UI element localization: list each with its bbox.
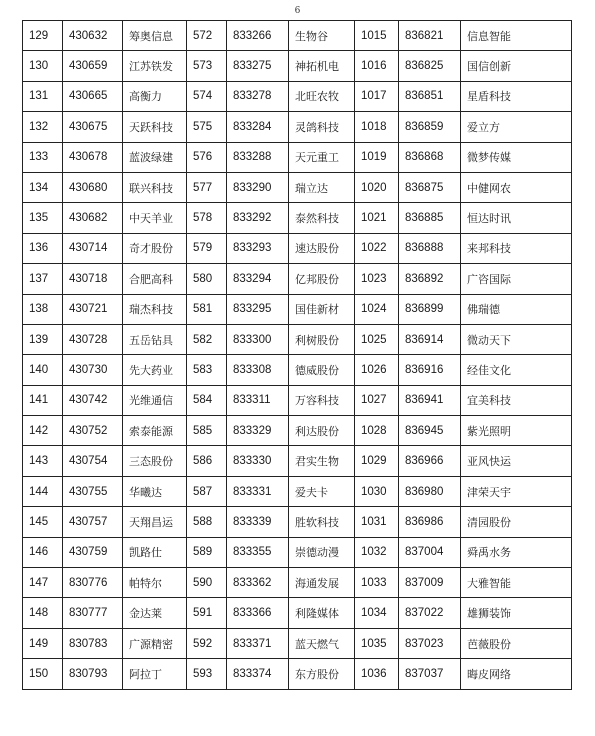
cell-index-a: 140 (23, 355, 63, 385)
cell-name-b: 利树股份 (289, 324, 355, 354)
cell-code-a: 430718 (63, 264, 123, 294)
table-row (23, 112, 572, 142)
cell-name-a: 五岳钻具 (123, 324, 187, 354)
cell-index-b: 592 (187, 628, 227, 658)
cell-index-b: 591 (187, 598, 227, 628)
stock-list-table (22, 20, 572, 690)
table-row (23, 233, 572, 263)
cell-code-c: 836980 (399, 476, 461, 506)
cell-name-b: 瑞立达 (289, 172, 355, 202)
cell-name-b: 神拓机电 (289, 51, 355, 81)
cell-index-a: 132 (23, 112, 63, 142)
cell-index-c: 1032 (355, 537, 399, 567)
cell-code-a: 830793 (63, 659, 123, 689)
table-row (23, 81, 572, 111)
cell-name-b: 德威股份 (289, 355, 355, 385)
cell-code-b: 833278 (227, 81, 289, 111)
table-row (23, 476, 572, 506)
table-row (23, 142, 572, 172)
cell-code-a: 830777 (63, 598, 123, 628)
cell-code-b: 833293 (227, 233, 289, 263)
cell-name-a: 三态股份 (123, 446, 187, 476)
cell-code-b: 833339 (227, 507, 289, 537)
table-row (23, 416, 572, 446)
cell-code-b: 833308 (227, 355, 289, 385)
cell-name-c: 中健网农 (461, 172, 572, 202)
cell-name-b: 灵鸽科技 (289, 112, 355, 142)
cell-index-c: 1035 (355, 628, 399, 658)
cell-index-b: 577 (187, 172, 227, 202)
cell-index-b: 582 (187, 324, 227, 354)
cell-name-c: 来邦科技 (461, 233, 572, 263)
cell-name-c: 亚风快运 (461, 446, 572, 476)
cell-code-a: 430665 (63, 81, 123, 111)
table-row (23, 355, 572, 385)
cell-code-c: 836892 (399, 264, 461, 294)
cell-index-a: 133 (23, 142, 63, 172)
cell-code-c: 836941 (399, 385, 461, 415)
cell-index-b: 586 (187, 446, 227, 476)
cell-name-a: 蓝波绿建 (123, 142, 187, 172)
table-row (23, 598, 572, 628)
cell-index-b: 585 (187, 416, 227, 446)
cell-name-a: 金达莱 (123, 598, 187, 628)
cell-name-b: 利达股份 (289, 416, 355, 446)
cell-index-a: 149 (23, 628, 63, 658)
cell-code-c: 836868 (399, 142, 461, 172)
cell-name-c: 微动天下 (461, 324, 572, 354)
cell-name-c: 津荣天宇 (461, 476, 572, 506)
cell-index-c: 1016 (355, 51, 399, 81)
cell-code-b: 833288 (227, 142, 289, 172)
cell-name-a: 瑞杰科技 (123, 294, 187, 324)
cell-name-c: 芭薇股份 (461, 628, 572, 658)
cell-name-c: 信息智能 (461, 21, 572, 51)
cell-name-c: 清园股份 (461, 507, 572, 537)
cell-index-a: 145 (23, 507, 63, 537)
cell-name-c: 雄狮装饰 (461, 598, 572, 628)
cell-index-b: 581 (187, 294, 227, 324)
table-row (23, 172, 572, 202)
cell-name-b: 胜软科技 (289, 507, 355, 537)
cell-index-b: 580 (187, 264, 227, 294)
cell-name-b: 泰然科技 (289, 203, 355, 233)
cell-name-b: 海通发展 (289, 568, 355, 598)
cell-name-b: 崇德动漫 (289, 537, 355, 567)
cell-index-b: 578 (187, 203, 227, 233)
cell-index-c: 1026 (355, 355, 399, 385)
cell-code-a: 430742 (63, 385, 123, 415)
cell-code-a: 430632 (63, 21, 123, 51)
cell-code-a: 430759 (63, 537, 123, 567)
cell-index-b: 579 (187, 233, 227, 263)
cell-code-c: 836945 (399, 416, 461, 446)
table-row (23, 264, 572, 294)
cell-name-c: 微梦传媒 (461, 142, 572, 172)
cell-name-b: 速达股份 (289, 233, 355, 263)
cell-code-c: 836916 (399, 355, 461, 385)
cell-code-b: 833329 (227, 416, 289, 446)
cell-name-c: 恒达时讯 (461, 203, 572, 233)
table-row (23, 537, 572, 567)
cell-index-c: 1015 (355, 21, 399, 51)
cell-index-a: 144 (23, 476, 63, 506)
cell-name-c: 国信创新 (461, 51, 572, 81)
stock-list-table-container (22, 20, 571, 690)
cell-code-b: 833362 (227, 568, 289, 598)
table-row (23, 659, 572, 689)
cell-code-b: 833300 (227, 324, 289, 354)
table-row (23, 385, 572, 415)
cell-code-b: 833275 (227, 51, 289, 81)
cell-name-a: 凯路仕 (123, 537, 187, 567)
cell-name-a: 先大药业 (123, 355, 187, 385)
cell-code-c: 837009 (399, 568, 461, 598)
cell-index-b: 593 (187, 659, 227, 689)
cell-index-b: 573 (187, 51, 227, 81)
cell-index-a: 142 (23, 416, 63, 446)
cell-index-c: 1031 (355, 507, 399, 537)
table-row (23, 568, 572, 598)
cell-name-b: 东方股份 (289, 659, 355, 689)
cell-name-b: 亿邦股份 (289, 264, 355, 294)
cell-index-a: 134 (23, 172, 63, 202)
cell-index-c: 1036 (355, 659, 399, 689)
cell-code-b: 833290 (227, 172, 289, 202)
cell-index-a: 148 (23, 598, 63, 628)
cell-name-a: 阿拉丁 (123, 659, 187, 689)
cell-code-a: 430675 (63, 112, 123, 142)
cell-name-a: 天跃科技 (123, 112, 187, 142)
cell-code-a: 430678 (63, 142, 123, 172)
table-row (23, 21, 572, 51)
cell-index-b: 590 (187, 568, 227, 598)
cell-index-a: 139 (23, 324, 63, 354)
page-number: 6 (294, 6, 301, 16)
cell-code-c: 837037 (399, 659, 461, 689)
table-row (23, 203, 572, 233)
cell-code-a: 430682 (63, 203, 123, 233)
cell-index-c: 1028 (355, 416, 399, 446)
cell-code-c: 836986 (399, 507, 461, 537)
cell-code-b: 833292 (227, 203, 289, 233)
cell-code-b: 833266 (227, 21, 289, 51)
cell-code-a: 430728 (63, 324, 123, 354)
cell-name-b: 爱夫卡 (289, 476, 355, 506)
cell-index-a: 146 (23, 537, 63, 567)
cell-index-c: 1022 (355, 233, 399, 263)
cell-name-a: 奇才股份 (123, 233, 187, 263)
cell-index-c: 1017 (355, 81, 399, 111)
cell-name-a: 江苏铁发 (123, 51, 187, 81)
cell-index-a: 135 (23, 203, 63, 233)
cell-index-b: 576 (187, 142, 227, 172)
cell-name-b: 利隆媒体 (289, 598, 355, 628)
cell-code-b: 833330 (227, 446, 289, 476)
cell-code-b: 833294 (227, 264, 289, 294)
cell-index-a: 137 (23, 264, 63, 294)
cell-name-c: 爱立方 (461, 112, 572, 142)
cell-name-c: 广咨国际 (461, 264, 572, 294)
cell-index-c: 1027 (355, 385, 399, 415)
cell-name-a: 帕特尔 (123, 568, 187, 598)
cell-code-a: 430659 (63, 51, 123, 81)
cell-name-b: 君实生物 (289, 446, 355, 476)
cell-index-a: 130 (23, 51, 63, 81)
table-row (23, 324, 572, 354)
cell-index-c: 1029 (355, 446, 399, 476)
cell-index-a: 147 (23, 568, 63, 598)
cell-code-c: 836888 (399, 233, 461, 263)
cell-name-a: 高衡力 (123, 81, 187, 111)
cell-code-a: 430680 (63, 172, 123, 202)
cell-code-a: 430755 (63, 476, 123, 506)
cell-index-c: 1021 (355, 203, 399, 233)
cell-index-c: 1034 (355, 598, 399, 628)
cell-index-a: 136 (23, 233, 63, 263)
cell-code-c: 836859 (399, 112, 461, 142)
cell-name-c: 经佳文化 (461, 355, 572, 385)
cell-code-a: 430757 (63, 507, 123, 537)
cell-index-b: 575 (187, 112, 227, 142)
cell-index-c: 1030 (355, 476, 399, 506)
table-row (23, 628, 572, 658)
cell-index-a: 143 (23, 446, 63, 476)
cell-name-c: 宜美科技 (461, 385, 572, 415)
cell-index-a: 138 (23, 294, 63, 324)
cell-name-a: 光维通信 (123, 385, 187, 415)
cell-name-c: 舜禹水务 (461, 537, 572, 567)
cell-code-a: 830776 (63, 568, 123, 598)
cell-name-b: 国佳新材 (289, 294, 355, 324)
cell-code-a: 430752 (63, 416, 123, 446)
cell-index-b: 572 (187, 21, 227, 51)
cell-index-c: 1025 (355, 324, 399, 354)
cell-code-b: 833374 (227, 659, 289, 689)
cell-name-a: 联兴科技 (123, 172, 187, 202)
cell-code-a: 430730 (63, 355, 123, 385)
cell-name-a: 筹奥信息 (123, 21, 187, 51)
cell-index-c: 1018 (355, 112, 399, 142)
cell-code-c: 836899 (399, 294, 461, 324)
cell-code-a: 430714 (63, 233, 123, 263)
cell-name-a: 广源精密 (123, 628, 187, 658)
cell-name-c: 佛瑞德 (461, 294, 572, 324)
cell-code-c: 836966 (399, 446, 461, 476)
table-row (23, 51, 572, 81)
table-body (23, 21, 572, 690)
cell-name-c: 大雅智能 (461, 568, 572, 598)
cell-code-b: 833355 (227, 537, 289, 567)
cell-name-b: 北旺农牧 (289, 81, 355, 111)
cell-name-c: 星盾科技 (461, 81, 572, 111)
cell-code-b: 833284 (227, 112, 289, 142)
cell-index-a: 150 (23, 659, 63, 689)
cell-code-c: 836875 (399, 172, 461, 202)
cell-index-c: 1020 (355, 172, 399, 202)
cell-code-b: 833331 (227, 476, 289, 506)
cell-name-c: 晦皮网络 (461, 659, 572, 689)
cell-index-a: 129 (23, 21, 63, 51)
cell-index-b: 589 (187, 537, 227, 567)
cell-index-b: 583 (187, 355, 227, 385)
cell-name-b: 生物谷 (289, 21, 355, 51)
cell-code-c: 837023 (399, 628, 461, 658)
cell-name-a: 合肥高科 (123, 264, 187, 294)
cell-index-a: 131 (23, 81, 63, 111)
cell-code-c: 836885 (399, 203, 461, 233)
cell-index-b: 574 (187, 81, 227, 111)
cell-name-b: 蓝天燃气 (289, 628, 355, 658)
cell-index-b: 584 (187, 385, 227, 415)
table-row (23, 507, 572, 537)
cell-index-c: 1019 (355, 142, 399, 172)
cell-name-b: 天元重工 (289, 142, 355, 172)
cell-index-c: 1033 (355, 568, 399, 598)
cell-index-a: 141 (23, 385, 63, 415)
cell-code-c: 836821 (399, 21, 461, 51)
cell-code-c: 836914 (399, 324, 461, 354)
cell-index-c: 1024 (355, 294, 399, 324)
cell-code-c: 836825 (399, 51, 461, 81)
cell-code-b: 833371 (227, 628, 289, 658)
cell-name-c: 紫光照明 (461, 416, 572, 446)
cell-name-a: 中天羊业 (123, 203, 187, 233)
cell-name-a: 索泰能源 (123, 416, 187, 446)
cell-code-a: 830783 (63, 628, 123, 658)
cell-name-a: 华曦达 (123, 476, 187, 506)
cell-code-b: 833295 (227, 294, 289, 324)
cell-code-b: 833311 (227, 385, 289, 415)
cell-code-c: 837004 (399, 537, 461, 567)
cell-name-b: 万容科技 (289, 385, 355, 415)
cell-code-b: 833366 (227, 598, 289, 628)
cell-code-c: 836851 (399, 81, 461, 111)
cell-code-a: 430721 (63, 294, 123, 324)
cell-index-c: 1023 (355, 264, 399, 294)
cell-code-a: 430754 (63, 446, 123, 476)
cell-index-b: 587 (187, 476, 227, 506)
table-row (23, 446, 572, 476)
cell-name-a: 天翔昌运 (123, 507, 187, 537)
cell-code-c: 837022 (399, 598, 461, 628)
table-row (23, 294, 572, 324)
cell-index-b: 588 (187, 507, 227, 537)
